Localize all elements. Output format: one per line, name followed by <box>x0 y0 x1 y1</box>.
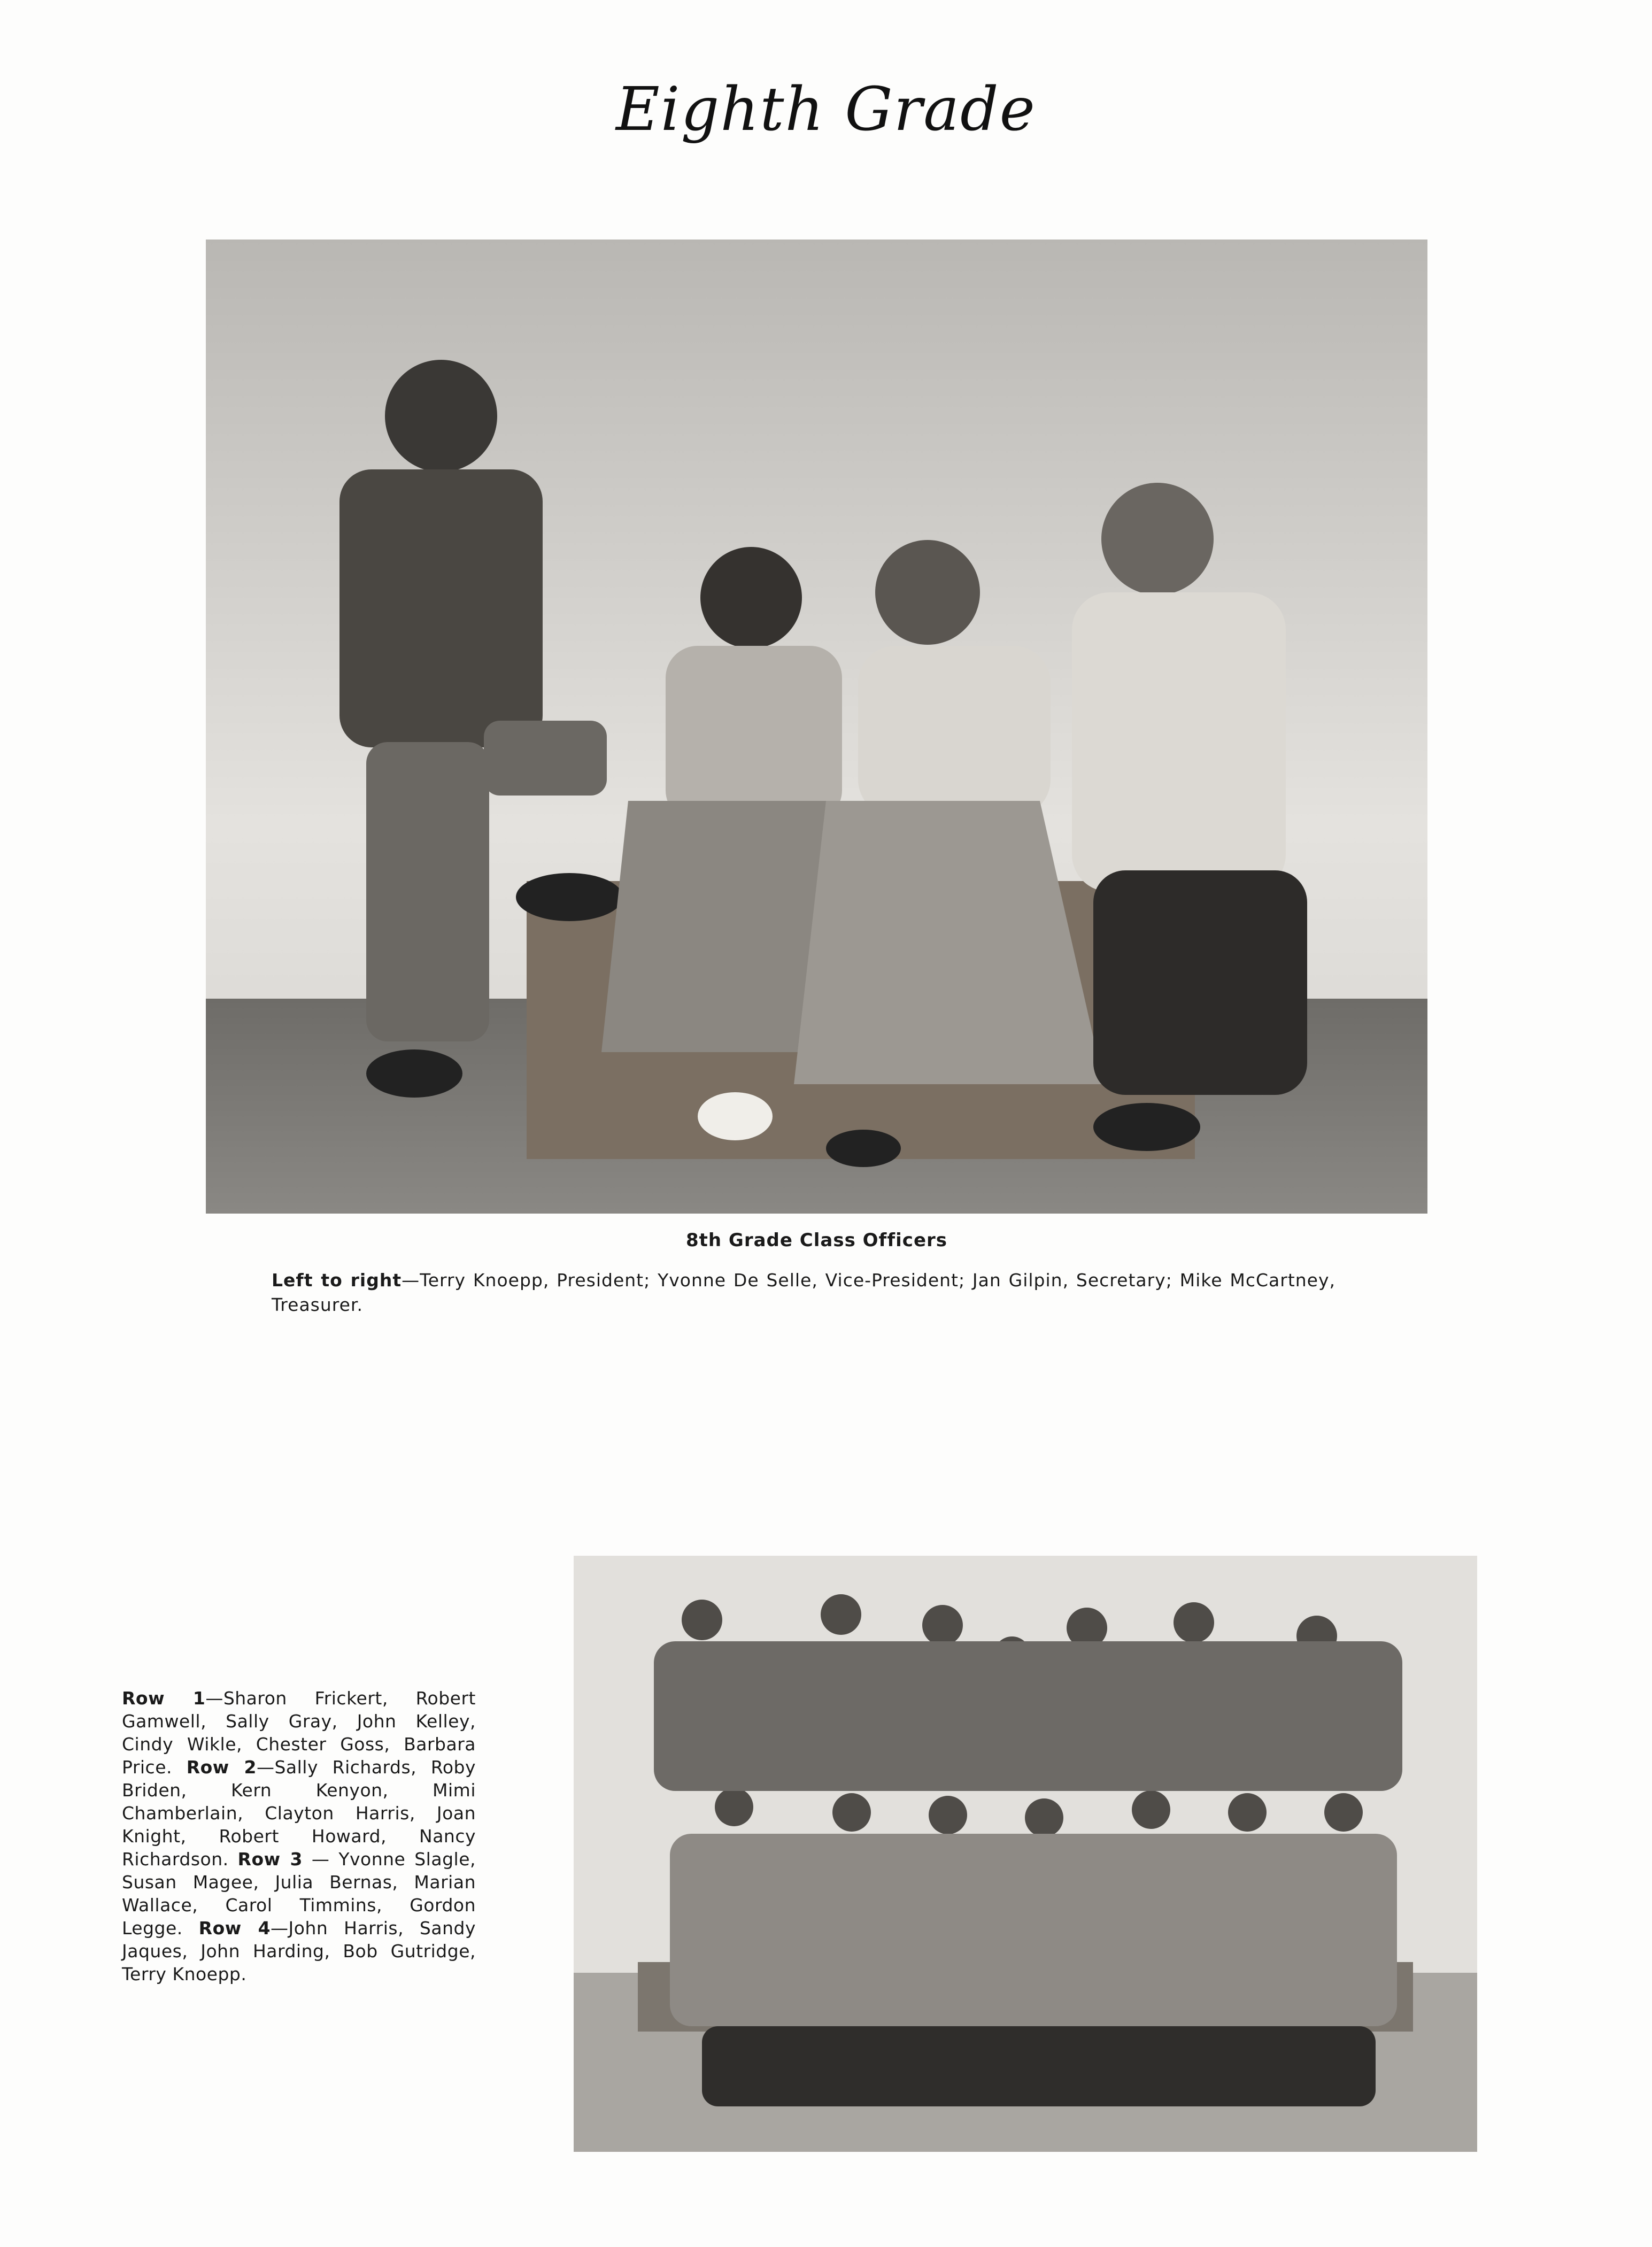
officers-caption <box>272 1268 1336 1317</box>
roster-row-label: Row 4 <box>198 1918 271 1939</box>
roster-row-names: — Yvonne Slagle, Susan Magee, Julia Bernas, Marian Wallace, Carol Timmins, Gordon Legge. <box>122 1849 476 1939</box>
roster-row-names: —John Harris, Sandy Jaques, John Harding, Bob Gutridge, Terry Knoepp. <box>122 1918 476 1985</box>
roster-row-names: —Sharon Frickert, Robert Gamwell, Sally Gray, John Kelley, Cindy Wikle, Chester Goss, Barbara Price. <box>122 1688 476 1778</box>
caption-names: —Terry Knoepp, President; Yvonne De Selle, Vice-President; Jan Gilpin, Secretary; Mike McCartney, Treasurer. <box>272 1270 1336 1315</box>
class-officers-photo <box>206 240 1427 1214</box>
roster-row-names: —Sally Richards, Roby Briden, Kern Kenyon, Mimi Chamberlain, Clayton Harris, Joan Knight, Robert Howard, Nancy Richardson. <box>122 1757 476 1870</box>
officers-caption-title: 8th Grade Class Officers <box>685 1230 948 1251</box>
class-group-photo <box>574 1556 1477 2152</box>
roster-row-label: Row 1 <box>122 1688 206 1709</box>
page-title: Eighth Grade <box>616 75 1036 144</box>
class-roster <box>122 1687 476 1986</box>
caption-lead: Left to right <box>272 1270 402 1291</box>
roster-row-label: Row 2 <box>186 1757 257 1778</box>
roster-row-label: Row 3 <box>237 1849 303 1870</box>
